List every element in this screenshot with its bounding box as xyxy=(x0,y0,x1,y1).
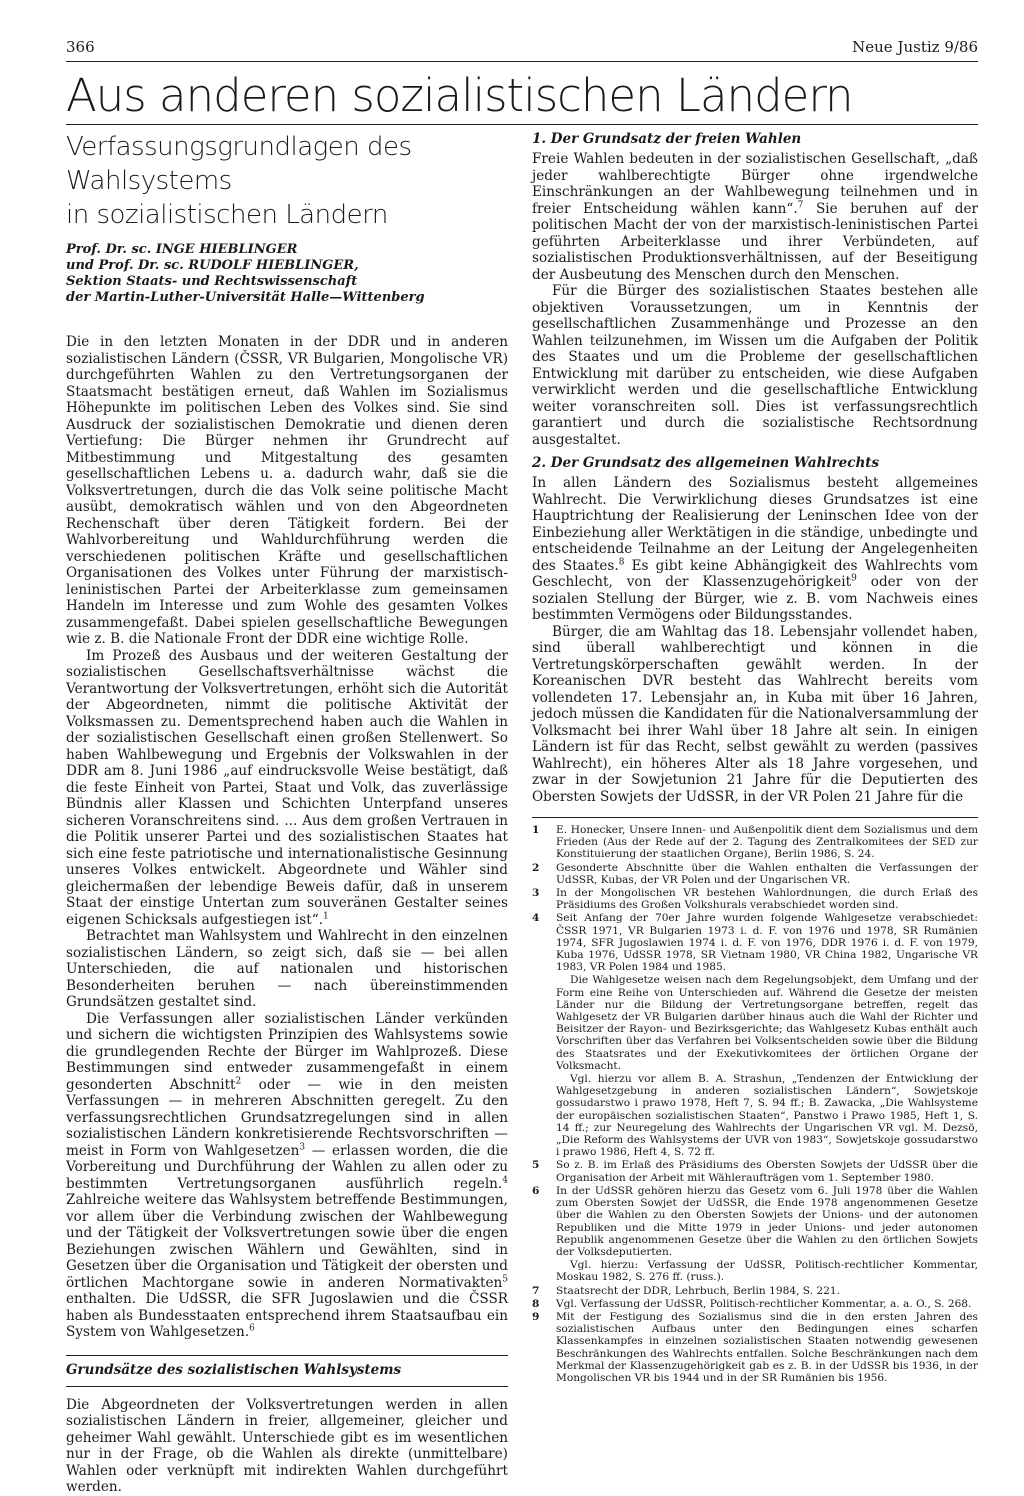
paragraph xyxy=(532,475,978,624)
page-header xyxy=(66,38,978,60)
paragraph-text: oder — wie in den meisten Verfassungen — in mehreren Abschnitten geregelt. Zu den verfassungsrechtlichen Grundsatzregelungen sind in allen sozialistischen Ländern konkretisierende Rechtsvorschriften — meist in Form von Wahlgesetzen xyxy=(66,1076,508,1159)
subsection-heading: 1. Der Grundsatz der freien Wahlen xyxy=(532,131,802,147)
footnote-number: 1 xyxy=(532,824,540,836)
paragraph: Die Abgeordneten der Volksvertretungen werden in allen sozialistischen Ländern in freier, allgemeiner, gleicher und geheimer Wahl gewählt. Unterschiede gibt es im wesentlichen nur in der Frage, ob die Wahlen als direkte (unmittelbare) Wahlen oder verknüpft mit indirekten Wahlen durchgeführt werden. xyxy=(66,1396,508,1495)
footnote-number: 8 xyxy=(532,1297,540,1310)
paragraph: Die in den letzten Monaten in der DDR und in anderen sozialistischen Ländern (ČSSR, VR Bulgarien, Mongolische VR) durchgeführten Wahlen zu den Vertretungsorganen der Staatsmacht bestätigen erneut, daß Wahlen im Sozialismus Höhepunkte im politischen Leben des Volkes sind. Sie sind Ausdruck der sozialistischen Demokratie und dienen deren Vertiefung: Die Bürger nehmen ihr Grundrecht auf Mitbestimmung und Mitgestaltung des gesamten gesellschaftlichen Lebens u. a. dadurch wahr, daß sie die Volksvertretungen, durch die das Volk seine politische Macht ausübt, demokratisch wählen und von den Abgeordneten Rechenschaft über deren Tätigkeit fordern. Bei der Wahlvorbereitung und Wahldurchführung werden die verschiedenen politischen Kräfte und gesellschaftlichen Organisationen des Volkes unter Führung der marxistisch-leninistischen Partei der Arbeiterklasse zum gemeinsamen Handeln im Interesse und zum Wohle des gesamten Volkes zusammengefaßt. Dabei spielen gesellschaftliche Bewegungen wie z. B. die Nationale Front der DDR eine wichtige Rolle. xyxy=(66,334,508,647)
left-column xyxy=(66,130,508,1496)
footnote-text: E. Honecker, Unsere Innen- und Außenpolitik dient dem Sozialismus und dem Frieden (Aus der Rede auf der 2. Tagung des Zentralkomitees der SED zur Konstituierung der staatlichen Organe), Berlin 1986, S. 24. xyxy=(556,824,978,861)
author-block xyxy=(66,242,508,306)
footnote-number: 6 xyxy=(532,1184,540,1197)
footnote-text: Gesonderte Abschnitte über die Wahlen enthalten die Verfassungen der UdSSR, Kubas, der VR Polen und der Ungarischen VR. xyxy=(556,861,978,886)
footnote xyxy=(532,1185,978,1258)
paragraph-text: Im Prozeß des Ausbaus und der weiteren Gestaltung der sozialistischen Gesellschaftsverhältnisse wächst die Verantwortung der Volksvertretungen, erhöht sich die Autorität der Abgeordneten, nimmt die politische Aktivität der Volksmassen zu. Dementsprechend haben auch die Wahlen in der sozialistischen Gesellschaft einen großen Stellenwert. So haben Wahlbewegung und Ergebnis der Volkswahlen in der DDR am 8. Juni 1986 „auf eindrucksvolle Weise bestätigt, daß die feste Einheit von Partei, Staat und Volk, das zuverlässige Bündnis aller Klassen und Schichten Unterpfand unseres sicheren Voranschreitens sind. ... Aus dem großen Vertrauen in die Politik unserer Partei und des sozialistischen Staates hat sich eine feste patriotische und internationalistische Gesinnung unseres Volkes entwickelt. Abgeordnete und Wähler sind gleichermaßen der lebendige Beweis dafür, daß in unserem Staat der einstige Untertan zum souveränen Gestalter seines eigenen Schicksals aufgestiegen ist“. xyxy=(66,647,508,928)
footnote-ref: 4 xyxy=(502,1174,508,1185)
footnote-ref: 5 xyxy=(502,1273,508,1284)
paragraph xyxy=(66,1011,508,1341)
footnote-continuation: Vgl. hierzu: Verfassung der UdSSR, Politisch-rechtlicher Kommentar, Moskau 1982, S. 276 ff. (russ.). xyxy=(556,1259,978,1284)
footnote-number: 4 xyxy=(532,912,540,925)
article-title xyxy=(66,130,508,232)
footnote-text: In der Mongolischen VR bestehen Wahlordnungen, die durch Erlaß des Präsidiums des Großen Volkshurals verabschiedet worden sind. xyxy=(556,887,978,912)
paragraph-text: In allen Ländern des Sozialismus besteht allgemeines Wahlrecht. Die Verwirklichung dieses Grundsatzes ist eine Hauptrichtung der Realisierung der Leninschen Idee von der Einbeziehung aller Werktätigen in die ständige, unbedingte und entscheidende Teilnahme an der Leitung der Angelegenheiten des Staates. xyxy=(532,475,978,574)
paragraph: Betrachtet man Wahlsystem und Wahlrecht in den einzelnen sozialistischen Ländern, so zeigt sich, daß sie — bei allen Unterschieden, die auf nationalen und historischen Besonderheiten beruhen — nach übereinstimmenden Grundsätzen gestaltet sind. xyxy=(66,928,508,1010)
subsection-heading: Grundsätze des sozialistischen Wahlsystems xyxy=(66,1355,508,1387)
footnote-ref: 6 xyxy=(249,1323,255,1334)
right-column xyxy=(532,130,978,1385)
footnote xyxy=(532,912,978,973)
paragraph-text: Die Verfassungen aller sozialistischen Länder verkünden und sichern die wichtigsten Prinzipien des Wahlsystems sowie die grundlegenden Rechte der Bürger im Wahlprozeß. Diese Bestimmungen sind entweder zusammengefaßt in einem gesonderten Abschnitt xyxy=(66,1010,508,1093)
footnote-ref: 3 xyxy=(299,1141,306,1152)
section-rule xyxy=(66,124,978,125)
footnote xyxy=(532,1298,978,1310)
footnote xyxy=(532,1311,978,1384)
footnote-ref: 2 xyxy=(235,1075,242,1086)
footnote-ref: 8 xyxy=(618,556,625,567)
footnote-text: Mit der Festigung des Sozialismus sind die in den ersten Jahren des sozialistischen Aufbaus unter den Bedingungen eines scharfen Klassenkampfes in einzelnen sozialistischen Staaten notwendig gewesenen Beschränkungen des Wahlrechts entfallen. Solche Beschränkungen nach dem Merkmal der Klassenzugehörigkeit gab es z. B. in der UdSSR bis 1936, in der Mongolischen VR bis 1944 und in der SR Rumänien bis 1956. xyxy=(556,1310,978,1384)
author-line: und Prof. Dr. sc. RUDOLF HIEBLINGER, xyxy=(66,258,359,273)
footnote-text: Vgl. Verfassung der UdSSR, Politisch-rechtlicher Kommentar, a. a. O., S. 268. xyxy=(556,1297,972,1310)
author-line: Prof. Dr. sc. INGE HIEBLINGER xyxy=(66,242,298,257)
footnote-number: 7 xyxy=(532,1284,540,1297)
paragraph: Für die Bürger des sozialistischen Staates bestehen alle objektiven Voraussetzungen, um in Kenntnis der gesellschaftlichen Zusammenhänge und Prozesse an den Wahlen teilzunehmen, im Wissen um die Aufgaben der Politik des Staates und um die Probleme der gesellschaftlichen Entwicklung mit darüber zu entscheiden, wie diese Aufgaben verwirklicht werden und die gesellschaftliche Entwicklung weiter voranschreiten soll. Dies ist verfassungsrechtlich garantiert und durch die sozialistische Rechtsordnung ausgestaltet. xyxy=(532,283,978,448)
footnote-number: 5 xyxy=(532,1159,540,1172)
paragraph: Bürger, die am Wahltag das 18. Lebensjahr vollendet haben, sind überall wahlberechtigt und können in die Vertretungskörperschaften gewählt werden. In der Koreanischen DVR besteht das Wahlrecht bereits vom vollendeten 17. Lebensjahr an, in Kuba mit über 16 Jahren, jedoch müssen die Kandidaten für die Nationalversammlung der Volksmacht bei ihrer Wahl über 18 Jahre alt sein. In einigen Ländern ist für das Recht, selbst gewählt zu werden (passives Wahlrecht), ein höheres Alter als 18 Jahre vorgesehen, und zwar in der Sowjetunion 21 Jahre für die Deputierten des Obersten Sowjets der UdSSR, in der VR Polen 21 Jahre für die xyxy=(532,623,978,805)
page-number: 366 xyxy=(66,38,95,56)
paragraph-text: enthalten. Die UdSSR, die SFR Jugoslawien und die ČSSR haben als Bundesstaaten entsprechend ihrem Staatsaufbau ein System von Wahlgesetzen. xyxy=(66,1291,508,1340)
header-rule xyxy=(66,61,978,62)
article-title-line: Verfassungsgrundlagen des Wahlsystems xyxy=(66,132,412,196)
paragraph xyxy=(532,151,978,283)
author-line: der Martin-Luther-Universität Halle—Wittenberg xyxy=(66,290,425,305)
paragraph-text: Sie beruhen auf der politischen Macht der von der marxistisch-leninistischen Partei geführten Arbeiterklasse und ihrer Verbündeten, auf sozialistischen Produktionsverhältnissen, auf der Beseitigung der Ausbeutung des Menschen durch den Menschen. xyxy=(532,200,978,283)
footnote-number: 9 xyxy=(532,1310,540,1323)
footnote-text: So z. B. im Erlaß des Präsidiums des Obersten Sowjets der UdSSR über die Organisation der Arbeit mit Wähleraufträgen vom 1. September 1980. xyxy=(556,1159,978,1184)
footnote xyxy=(532,887,978,911)
paragraph-text: Zahlreiche weitere das Wahlsystem betreffende Bestimmungen, vor allem über die Verbindung zwischen der Wahlbewegung und der Tätigkeit der Volksvertretungen sowie über die engen Beziehungen zwischen Wählern und Gewählten, sind in Gesetzen über die Organisation und Tätigkeit der obersten und örtlichen Machtorgane sowie in anderen Normativakten xyxy=(66,1192,508,1291)
paragraph-text: oder von der sozialen Stellung der Bürger, wie z. B. vom Nachweis eines bestimmten Vermögens oder Bildungsstandes. xyxy=(532,574,978,623)
paragraph-text: Es gibt keine Abhängigkeit des Wahlrechts vom Geschlecht, von der Klassenzugehörigkeit xyxy=(532,557,978,590)
footnote-continuation: Vgl. hierzu vor allem B. A. Strashun, „Tendenzen der Entwicklung der Wahlgesetzgebung in anderen sozialistischen Ländern“, Sowjetskoje gossudarstwo i prawo 1978, Heft 7, S. 94 ff.; B. Zawacka, „Die Wahlsysteme der europäischen sozialistischen Staaten“, Panstwo i Prawo 1985, Heft 1, S. 14 ff.; zur Neuregelung des Wahlrechts der Ungarischen VR vgl. M. Dezsö, „Die Reform des Wahlsystems der UVR von 1983“, Sowjetskoje gossudarstwo i prawo 1986, Heft 4, S. 72 ff. xyxy=(556,1073,978,1159)
footnote-ref: 7 xyxy=(797,199,804,210)
paragraph-text: Freie Wahlen bedeuten in der sozialistischen Gesellschaft, „daß jeder wahlberechtigte Bürger ohne irgendwelche Einschränkungen an der Wahlbewegung teilnehmen und in freier Entscheidung wählen kann“. xyxy=(532,151,978,217)
footnote-number: 2 xyxy=(532,861,540,874)
footnote-ref: 1 xyxy=(322,910,329,921)
footnote-number: 3 xyxy=(532,887,540,900)
footnote xyxy=(532,824,978,861)
section-title: Aus anderen sozialistischen Ländern xyxy=(66,69,853,122)
footnote-text: Staatsrecht der DDR, Lehrbuch, Berlin 1984, S. 221. xyxy=(556,1284,841,1297)
subsection-heading: 2. Der Grundsatz des allgemeinen Wahlrechts xyxy=(532,455,880,471)
footnote-ref: 9 xyxy=(851,573,857,584)
footnote-text: Seit Anfang der 70er Jahre wurden folgende Wahlgesetze verabschiedet: ČSSR 1971, VR Bulgarien 1973 i. d. F. von 1976 und 1978, SR Rumänien 1974, SFR Jugoslawien 1974 i. d. F. von 1976, DDR 1976 i. d. F. von 1979, Kuba 1976, UdSSR 1978, SR Vietnam 1980, VR China 1982, Ungarische VR 1983, VR Polen 1984 und 1985. xyxy=(556,912,978,974)
footnote-text: In der UdSSR gehören hierzu das Gesetz vom 6. Juli 1978 über die Wahlen zum Obersten Sowjet der UdSSR, die Ende 1978 angenommenen Gesetze über die Wahlen zu den Obersten Sowjets der Unions- und der autonomen Republiken und die Mitte 1979 in jeder Unions- und jeder autonomen Republik angenommenen Gesetze über die Wahlen zu den örtlichen Sowjets der Volksdeputierten. xyxy=(556,1184,978,1258)
footnote-continuation: Die Wahlgesetze weisen nach dem Regelungsobjekt, dem Umfang und der Form eine Reihe von Unterschieden auf. Während die Gesetze der meisten Länder nur die Bildung der Vertretungsorgane betreffen, regelt das Wahlgesetz der VR Bulgarien darüber hinaus auch die Wahl der Richter und Beisitzer der Rayon- und Bezirksgerichte; das Wahlgesetz Kubas enthält auch Vorschriften über das Verfahren bei Volksentscheiden sowie über die Bildung des Staatsrates und der Exekutivkomitees der örtlichen Organe der Volksmacht. xyxy=(556,974,978,1072)
footnote-rule xyxy=(532,817,978,818)
footnote xyxy=(532,1285,978,1297)
paragraph xyxy=(66,648,508,929)
article-title-line: in sozialistischen Ländern xyxy=(66,200,388,230)
footnote xyxy=(532,862,978,886)
author-line: Sektion Staats- und Rechtswissenschaft xyxy=(66,274,358,289)
footnote xyxy=(532,1159,978,1183)
journal-issue: Neue Justiz 9/86 xyxy=(852,38,978,56)
paragraph-text: — erlassen worden, die die Vorbereitung und Durchführung der Wahlen zu allen oder zu bestimmten Vertretungsorganen ausführlich regeln. xyxy=(66,1142,508,1192)
